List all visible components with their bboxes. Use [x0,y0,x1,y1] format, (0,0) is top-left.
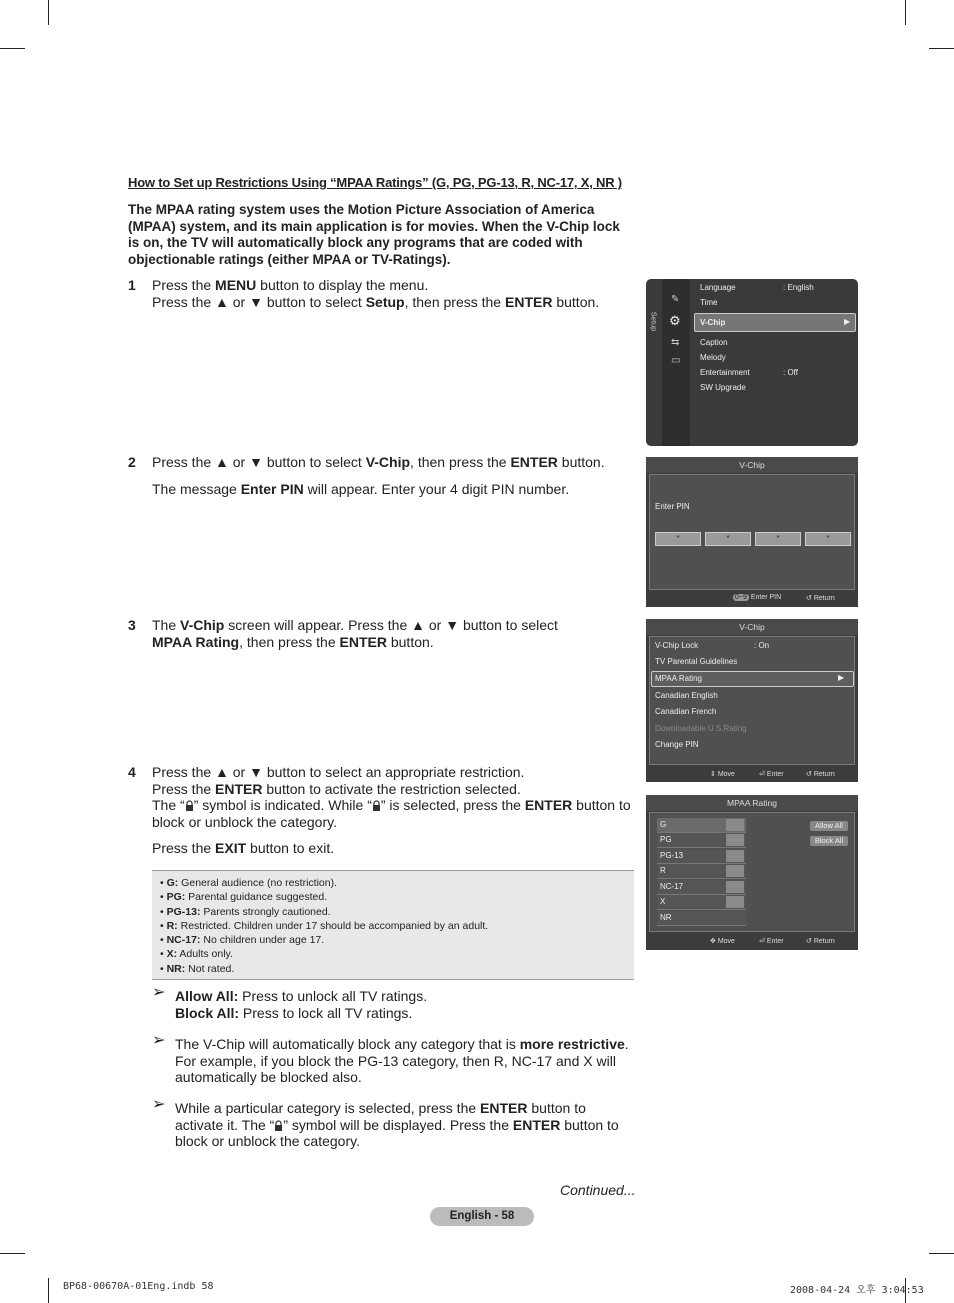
note-item: • PG: Parental guidance suggested. [160,891,328,904]
crop-mark [0,48,25,49]
menu-value-language: : English [783,283,814,292]
menu-item-caption[interactable]: Caption [700,338,728,347]
arrow-icon: ➢ [152,1096,166,1113]
lock-icon[interactable] [726,819,744,831]
lock-icon[interactable] [726,834,744,846]
arrow-icon: ➢ [152,984,166,1001]
rating-row-pg13[interactable]: PG-13 [657,849,746,864]
footer-file: BP68-00670A-01Eng.indb 58 [63,1281,214,1292]
screen-title: MPAA Rating [646,795,858,811]
crop-mark [929,48,954,49]
block-all-button[interactable]: Block All [810,836,848,846]
hint-move: ✥ Move [710,938,735,945]
crop-mark [0,1253,25,1254]
enter-pin-prompt: Enter PIN [655,502,690,511]
menu-item-mpaa-rating[interactable]: MPAA Rating [655,674,702,683]
rating-row-r[interactable]: R [657,864,746,879]
setup-gear-icon: ⚙ [669,313,681,328]
input-icon: ⇆ [671,337,680,348]
picture-icon: ✎ [671,294,680,305]
menu-item-canadian-english[interactable]: Canadian English [655,691,718,700]
lock-icon[interactable] [726,865,744,877]
note-item: • NC-17: No children under age 17. [160,934,325,947]
intro-paragraph: The MPAA rating system uses the Motion Picture Association of America (MPAA) system, and its main application is for movies. When the V-Chip lock is on, the TV will automatically block any programs that are coded with objectionable ratings (either MPAA or TV-Ratings). [128,202,620,267]
hint-move: ⇕ Move [710,771,735,778]
hint-enter: ⏎ Enter [759,771,784,778]
rating-row-g[interactable]: G [657,818,746,833]
note-item: • X: Adults only. [160,948,233,961]
lock-icon [372,800,381,811]
hint-return: ↺ Return [806,938,835,945]
crop-mark [929,1253,954,1254]
menu-item-downloadable: Downloadable U.S.Rating [655,724,747,733]
continued-label: Continued... [560,1182,636,1198]
menu-item-canadian-french[interactable]: Canadian French [655,707,717,716]
hint-return: ↺ Return [806,595,835,602]
lock-icon [185,800,194,811]
lock-icon[interactable] [726,850,744,862]
pin-digit-1[interactable]: * [655,532,701,546]
menu-item-entertainment[interactable]: Entertainment [700,368,750,377]
lock-icon [274,1120,283,1131]
step-number: 4 [128,764,136,780]
rating-notes-box [152,870,634,980]
note-item: • NR: Not rated. [160,962,235,975]
menu-item-sw-upgrade[interactable]: SW Upgrade [700,383,746,392]
lock-icon[interactable] [726,881,744,893]
step-number: 2 [128,454,136,470]
pin-digit-3[interactable]: * [755,532,801,546]
rating-row-nr[interactable]: NR [657,911,746,926]
hint-enter: ⏎ Enter [759,938,784,945]
rating-row-pg[interactable]: PG [657,833,746,848]
arrow-right-icon: ▶ [838,673,845,682]
crop-mark [48,1278,49,1303]
lock-icon[interactable] [726,896,744,908]
note-item: • R: Restricted. Children under 17 should be accompanied by an adult. [160,919,489,932]
menu-item-time[interactable]: Time [700,298,718,307]
setup-side-label: Setup [649,311,659,332]
hint-return: ↺ Return [806,771,835,778]
rating-row-x[interactable]: X [657,895,746,910]
application-icon: ▭ [671,355,681,366]
menu-item-tv-parental[interactable]: TV Parental Guidelines [655,657,738,666]
step-number: 1 [128,277,136,293]
menu-item-vchip-lock[interactable]: V-Chip Lock [655,641,699,650]
screen-title: V-Chip [646,619,858,635]
footer-timestamp: 2008-04-24 오후 3:04:53 [790,1285,924,1296]
pin-panel [649,474,855,590]
mpaa-rating-screen [646,795,858,950]
screen-title: V-Chip [646,457,858,473]
crop-mark [905,0,906,25]
hint-number-keys: 0~9 Enter PIN [735,594,782,601]
menu-item-language[interactable]: Language [700,283,736,292]
note-item: • PG-13: Parents strongly cautioned. [160,905,331,918]
icon-column [662,279,690,446]
arrow-icon: ➢ [152,1032,166,1049]
step-number: 3 [128,617,136,633]
note-item: • G: General audience (no restriction). [160,877,338,889]
rating-row-nc17[interactable]: NC-17 [657,880,746,895]
allow-all-button[interactable]: Allow All [810,821,848,831]
menu-item-change-pin[interactable]: Change PIN [655,740,699,749]
setup-menu-screen [646,279,858,446]
page-number: English - 58 [430,1207,534,1226]
vchip-menu-screen [646,619,858,782]
menu-item-vchip[interactable]: V-Chip [700,318,726,327]
menu-value-vchip-lock: : On [754,641,770,650]
arrow-right-icon: ▶ [844,317,851,326]
enter-pin-screen [646,457,858,607]
section-title: How to Set up Restrictions Using “MPAA Ratings” (G, PG, PG-13, R, NC-17, X, NR ) [128,175,622,190]
menu-value-entertainment: : Off [783,368,798,377]
pin-digit-4[interactable]: * [805,532,851,546]
crop-mark [48,0,49,25]
menu-item-melody[interactable]: Melody [700,353,726,362]
mpaa-panel [649,812,855,932]
pin-digit-2[interactable]: * [705,532,751,546]
